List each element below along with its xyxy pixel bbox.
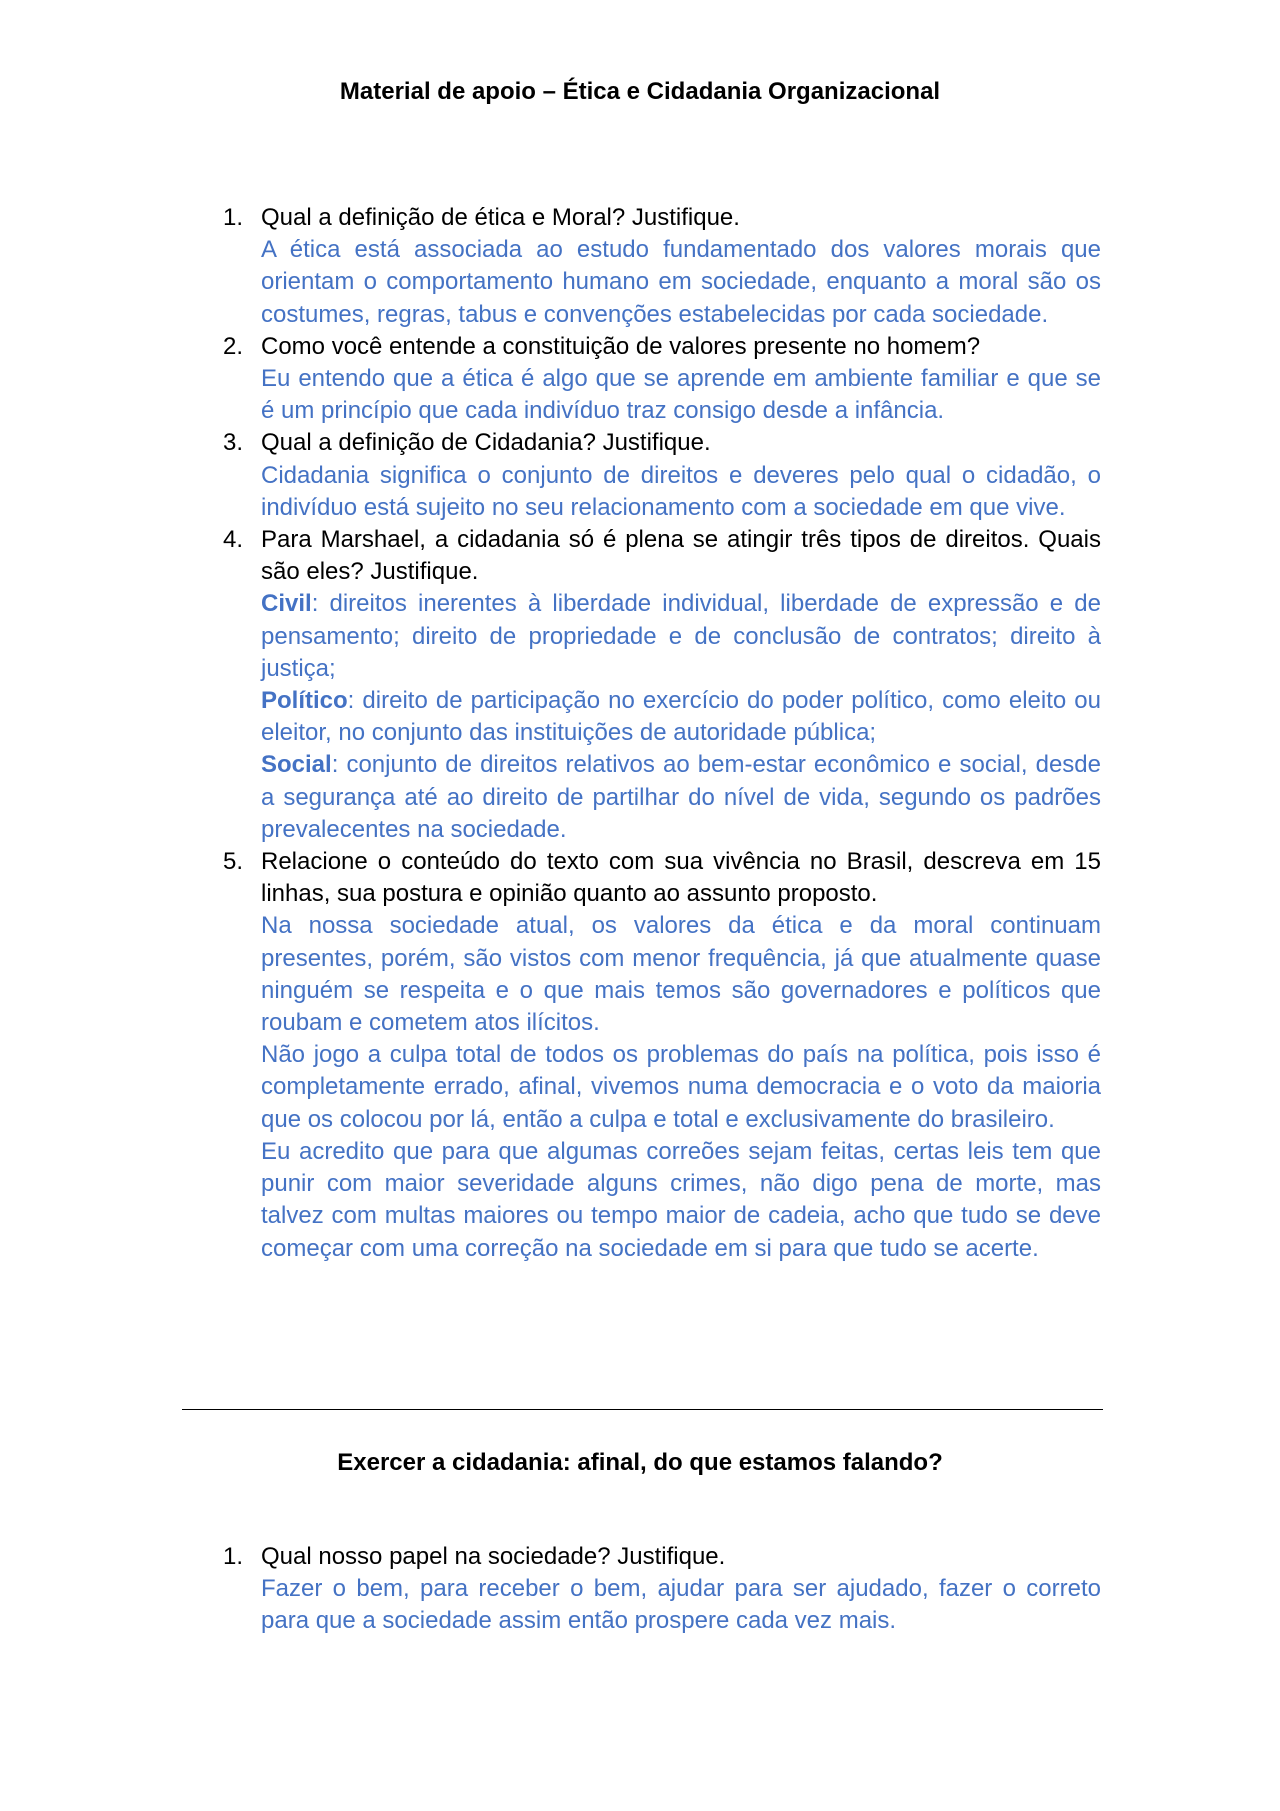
civil-text: : direitos inerentes à liberdade individual, liberdade de expressão e de pensamento; direito de propriedade e de conclusão de contratos; direito à justiça; bbox=[261, 590, 1101, 682]
question-text: Relacione o conteúdo do texto com sua vivência no Brasil, descreva em 15 linhas, sua postura e opinião quanto ao assunto proposto. bbox=[261, 848, 1101, 908]
question-item-3 bbox=[223, 427, 1101, 524]
answer-text: Eu entendo que a ética é algo que se aprende em ambiente familiar e que se é um princípio que cada indivíduo traz consigo desde a infância. bbox=[261, 365, 1101, 425]
question-item-1 bbox=[223, 202, 1101, 331]
question-list-2 bbox=[223, 1541, 1101, 1638]
question-number: 2. bbox=[223, 332, 244, 360]
question-number: 1. bbox=[223, 204, 244, 231]
answer-civil bbox=[261, 588, 1101, 685]
question-text: Qual a definição de Cidadania? Justifique. bbox=[261, 429, 711, 457]
answer-paragraph-2: Não jogo a culpa total de todos os problemas do país na política, pois isso é completamente errado, afinal, vivemos numa democracia e o voto da maioria que os colocou por lá, então a culpa e total e exclusivamente do brasileiro. bbox=[261, 1041, 1101, 1133]
politico-label: Político bbox=[261, 687, 348, 715]
question-text: Para Marshael, a cidadania só é plena se atingir três tipos de direitos. Quais são eles? Justifique. bbox=[261, 526, 1101, 586]
question-item-2 bbox=[223, 331, 1101, 428]
civil-label: Civil bbox=[261, 590, 312, 618]
question-number: 3. bbox=[223, 429, 244, 457]
question-text: Qual nosso papel na sociedade? Justifique. bbox=[261, 1543, 726, 1570]
question-item-1 bbox=[223, 1541, 1101, 1638]
question-text: Como você entende a constituição de valores presente no homem? bbox=[261, 332, 981, 360]
answer-paragraph-3: Eu acredito que para que algumas correões sejam feitas, certas leis tem que punir com maior severidade alguns crimes, não digo pena de morte, mas talvez com multas maiores ou tempo maior de cadeia, acho que tudo se deve começar com uma correção na sociedade em si para que tudo se acerte. bbox=[261, 1137, 1101, 1262]
question-list bbox=[223, 202, 1101, 1265]
section-title: Exercer a cidadania: afinal, do que estamos falando? bbox=[337, 1449, 943, 1476]
answer-text: Fazer o bem, para receber o bem, ajudar para ser ajudado, fazer o correto para que a sociedade assim então prospere cada vez mais. bbox=[261, 1575, 1101, 1635]
answer-text: Cidadania significa o conjunto de direitos e deveres pelo qual o cidadão, o indivíduo está sujeito no seu relacionamento com a sociedade em que vive. bbox=[261, 461, 1101, 521]
answer-text: A ética está associada ao estudo fundamentado dos valores morais que orientam o comportamento humano em sociedade, enquanto a moral são os costumes, regras, tabus e convenções estabelecidas por cada sociedade. bbox=[261, 236, 1101, 328]
answer-politico bbox=[261, 685, 1101, 749]
social-label: Social bbox=[261, 751, 332, 779]
question-number: 4. bbox=[223, 526, 244, 554]
question-item-5 bbox=[223, 846, 1101, 1265]
section-divider bbox=[182, 1409, 1103, 1410]
politico-text: : direito de participação no exercício do poder político, como eleito ou eleitor, no conjunto das instituições de autoridade pública; bbox=[261, 687, 1101, 747]
answer-paragraph-1: Na nossa sociedade atual, os valores da ética e da moral continuam presentes, porém, são vistos com menor frequência, já que atualmente quase ninguém se respeita e o que mais temos são governadores e políticos que roubam e cometem atos ilícitos. bbox=[261, 912, 1101, 1037]
question-number: 1. bbox=[223, 1543, 244, 1570]
page-title: Material de apoio – Ética e Cidadania Organizacional bbox=[339, 78, 941, 105]
question-item-4 bbox=[223, 524, 1101, 846]
social-text: : conjunto de direitos relativos ao bem-estar econômico e social, desde a segurança até ao direito de partilhar do nível de vida, segundo os padrões prevalecentes na sociedade. bbox=[261, 751, 1101, 843]
question-number: 5. bbox=[223, 848, 244, 876]
answer-social bbox=[261, 749, 1101, 846]
question-text: Qual a definição de ética e Moral? Justifique. bbox=[261, 204, 740, 231]
